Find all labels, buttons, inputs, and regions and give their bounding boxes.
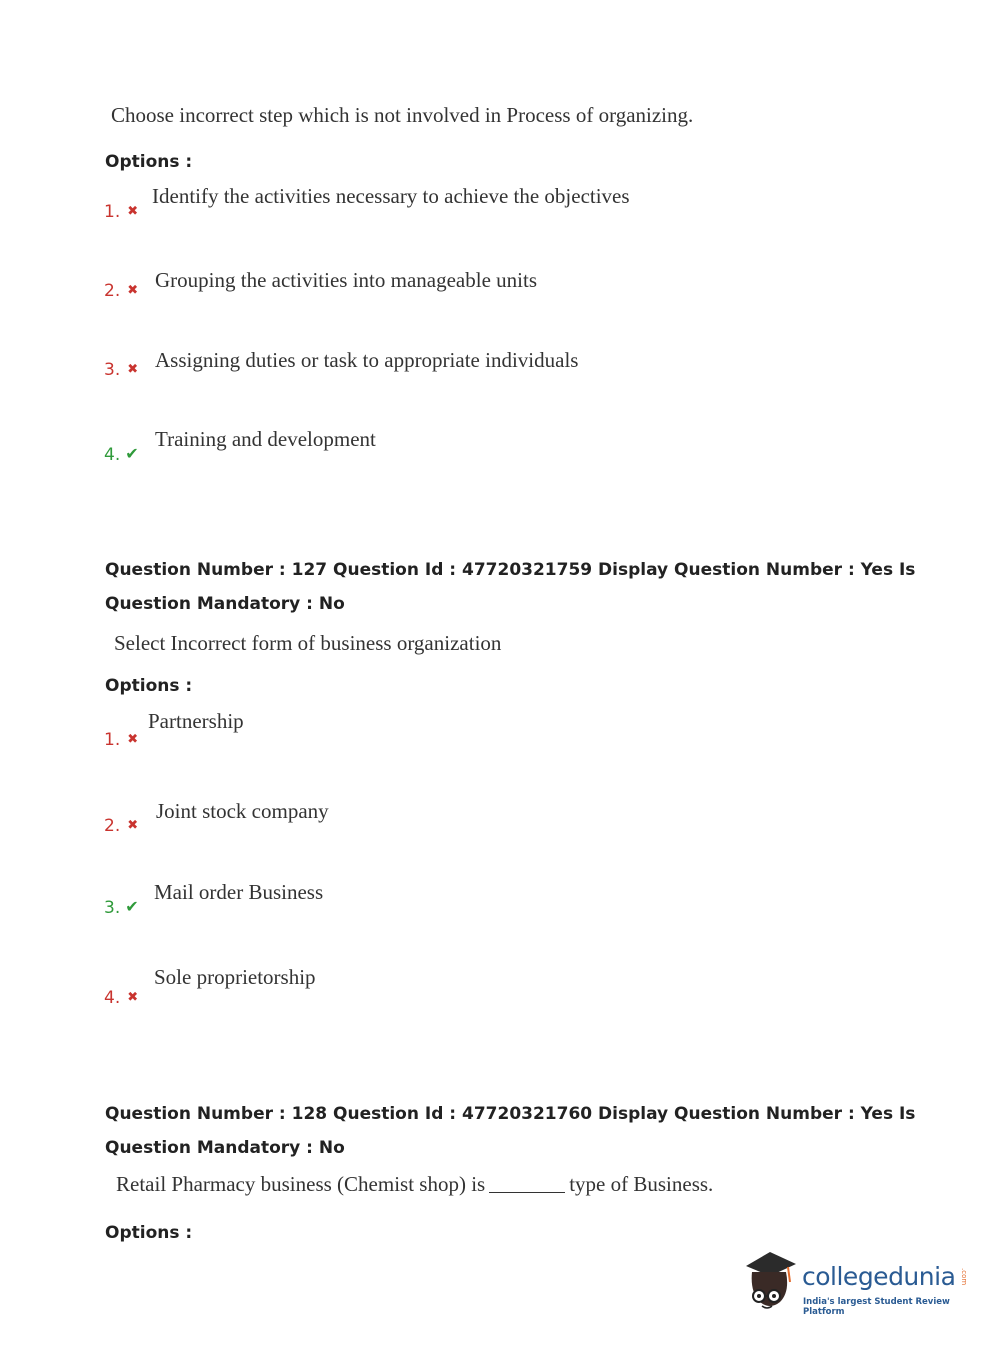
- option-text: Training and development: [155, 427, 376, 451]
- cross-icon: ✖: [127, 204, 139, 219]
- option-number: 1. ✖: [104, 202, 139, 222]
- option-number: 4. ✔: [104, 444, 139, 465]
- question-128-text-start: Retail Pharmacy business (Chemist shop) is: [116, 1172, 486, 1196]
- check-icon: ✔: [125, 897, 139, 916]
- question-128-text: [116, 1172, 713, 1197]
- cross-icon: ✖: [127, 362, 139, 377]
- question-126-text: Choose incorrect step which is not involved in Process of organizing.: [111, 103, 694, 127]
- option-number: 4. ✖: [104, 988, 139, 1008]
- question-128-text-end: type of Business.: [569, 1172, 714, 1196]
- option-number: 2. ✖: [104, 816, 139, 836]
- option-text: Assigning duties or task to appropriate individuals: [155, 348, 579, 372]
- question-128-meta: Question Number : 128 Question Id : 47720321760 Display Question Number : Yes Is Question Mandatory : No: [105, 1104, 916, 1158]
- option-text: Joint stock company: [156, 799, 329, 823]
- option-number: 1. ✖: [104, 730, 139, 750]
- logo-suffix: .com: [960, 1268, 968, 1286]
- options-label-127: Options :: [105, 676, 193, 696]
- option-text: Grouping the activities into manageable units: [155, 268, 537, 292]
- question-127-meta: Question Number : 127 Question Id : 47720321759 Display Question Number : Yes Is Question Mandatory : No: [105, 560, 916, 614]
- cross-icon: ✖: [127, 990, 139, 1005]
- collegedunia-logo: [740, 1248, 970, 1318]
- option-number: 3. ✔: [104, 897, 139, 918]
- option-text: Mail order Business: [154, 880, 324, 904]
- mascot-icon: [740, 1248, 800, 1318]
- check-icon: ✔: [125, 444, 139, 463]
- option-text: Sole proprietorship: [154, 965, 316, 989]
- question-127-text: Select Incorrect form of business organization: [114, 631, 502, 655]
- logo-name: collegedunia: [802, 1262, 956, 1291]
- option-number: 2. ✖: [104, 281, 139, 301]
- option-text: Identify the activities necessary to achieve the objectives: [152, 184, 630, 208]
- options-label-128: Options :: [105, 1223, 193, 1243]
- logo-tagline: India's largest Student Review Platform: [803, 1297, 950, 1317]
- option-number: 3. ✖: [104, 360, 139, 380]
- options-label-126: Options :: [105, 152, 193, 172]
- fill-in-blank: [489, 1192, 565, 1193]
- cross-icon: ✖: [127, 283, 139, 298]
- option-text: Partnership: [148, 709, 244, 733]
- cross-icon: ✖: [127, 732, 139, 747]
- cross-icon: ✖: [127, 818, 139, 833]
